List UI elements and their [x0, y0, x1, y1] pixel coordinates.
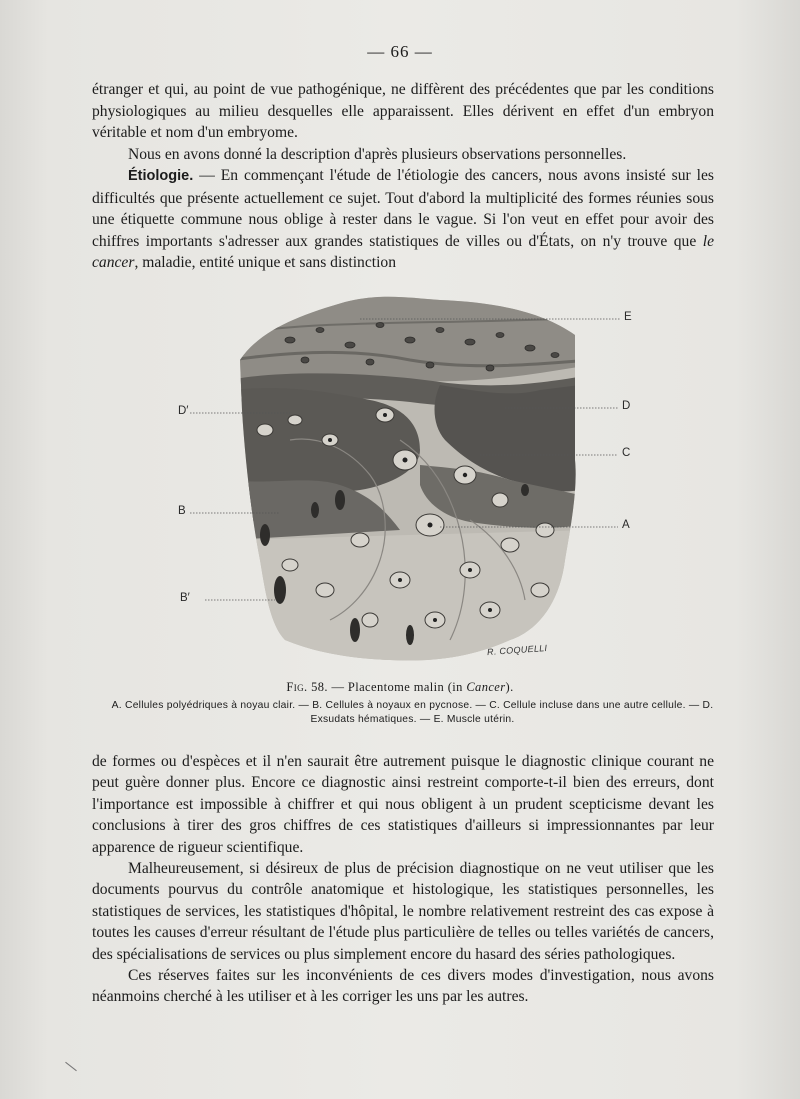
- paper-mark: [65, 1062, 77, 1071]
- figure-label-c: C: [622, 447, 631, 459]
- figure-label-b-prime: B′: [180, 592, 190, 604]
- figure-58: [170, 290, 640, 675]
- italic-term: le cancer: [92, 232, 714, 271]
- paragraph: de formes ou d'espèces et il n'en saurait être autrement puisque le diagnostic clinique courant ne peut guère donner plus. Encore ce diagnostic ainsi restreint comporte-t-il bien des erreurs, dont l'importance est impossible à chiffrer et qui nous obligent à un prudent scepticisme devant les conclusions à tirer des gros chiffres de ces statistiques d'ailleurs si impressionnantes par leur apparence de rigueur scientifique.: [92, 753, 714, 856]
- histology-illustration: [170, 290, 640, 675]
- paragraph: Ces réserves faites sur les inconvénients de ces divers modes d'investigation, nous avons néanmoins cherché à les utiliser et à les corriger les uns par les autres.: [92, 967, 714, 1006]
- caption-text: — Placentome malin (in: [327, 680, 467, 694]
- etiologie-paragraph: [92, 165, 714, 274]
- page-number: — 66 —: [367, 42, 433, 61]
- artist-signature: R. COQUELLI: [486, 642, 548, 658]
- paragraph-text: , maladie, entité unique et sans distinction: [134, 254, 397, 271]
- paragraph: Nous en avons donné la description d'après plusieurs observations personnelles.: [128, 145, 627, 163]
- figure-caption-legend: A. Cellules polyédriques à noyau clair. — B. Cellules à noyaux en pycnose. — C. Cellule incluse dans une autre cellule. — D. Exsudats hématiques. — E. Muscle utérin.: [111, 700, 714, 725]
- figure-label-b: B: [178, 505, 186, 517]
- paragraph: Malheureusement, si désireux de plus de précision diagnostique on ne veut utiliser que les documents pourvus du contrôle anatomique et histologique, les statistiques personnelles, les statistiques de services, les statistiques d'hôpital, le nombre relativement restreint des cas expose à toutes les causes d'erreur résultant de l'étude plus particulière de telles ou telles variétés de cancers, des spécialisations de services ou plus simplement encore du hasard des séries pathologiques.: [92, 860, 714, 963]
- figure-label-d-prime: D′: [178, 405, 189, 417]
- paragraph: étranger et qui, au point de vue pathogénique, ne diffèrent des précédentes que par les conditions physiologiques au milieu desquelles elle apparaissent. Elles dérivent en effet d'un embryon véritable et nom d'un embryome.: [92, 81, 714, 141]
- figure-label-a: A: [622, 519, 630, 531]
- text-block-bottom: [92, 751, 714, 1008]
- figure-number: Fig. 58.: [286, 680, 328, 694]
- figure-label-e: E: [624, 311, 632, 323]
- section-heading-etiologie: Étiologie.: [128, 168, 194, 184]
- figure-caption-title: [0, 680, 800, 695]
- text-block-top: [92, 79, 714, 274]
- caption-text-end: ).: [505, 680, 514, 694]
- figure-label-d: D: [622, 400, 631, 412]
- paragraph-text: — En commençant l'étude de l'étiologie des cancers, nous avons insisté sur les difficultés que présente actuellement ce sujet. Tout d'abord la multiplicité des formes réunies sous une étiquette commune nous oblige à rester dans le vague. Si l'on veut en effet pour avoir des chiffres importants s'adresser aux grandes statistiques de villes ou d'États, on n'y trouve que: [92, 167, 714, 250]
- caption-italic: Cancer: [466, 680, 506, 694]
